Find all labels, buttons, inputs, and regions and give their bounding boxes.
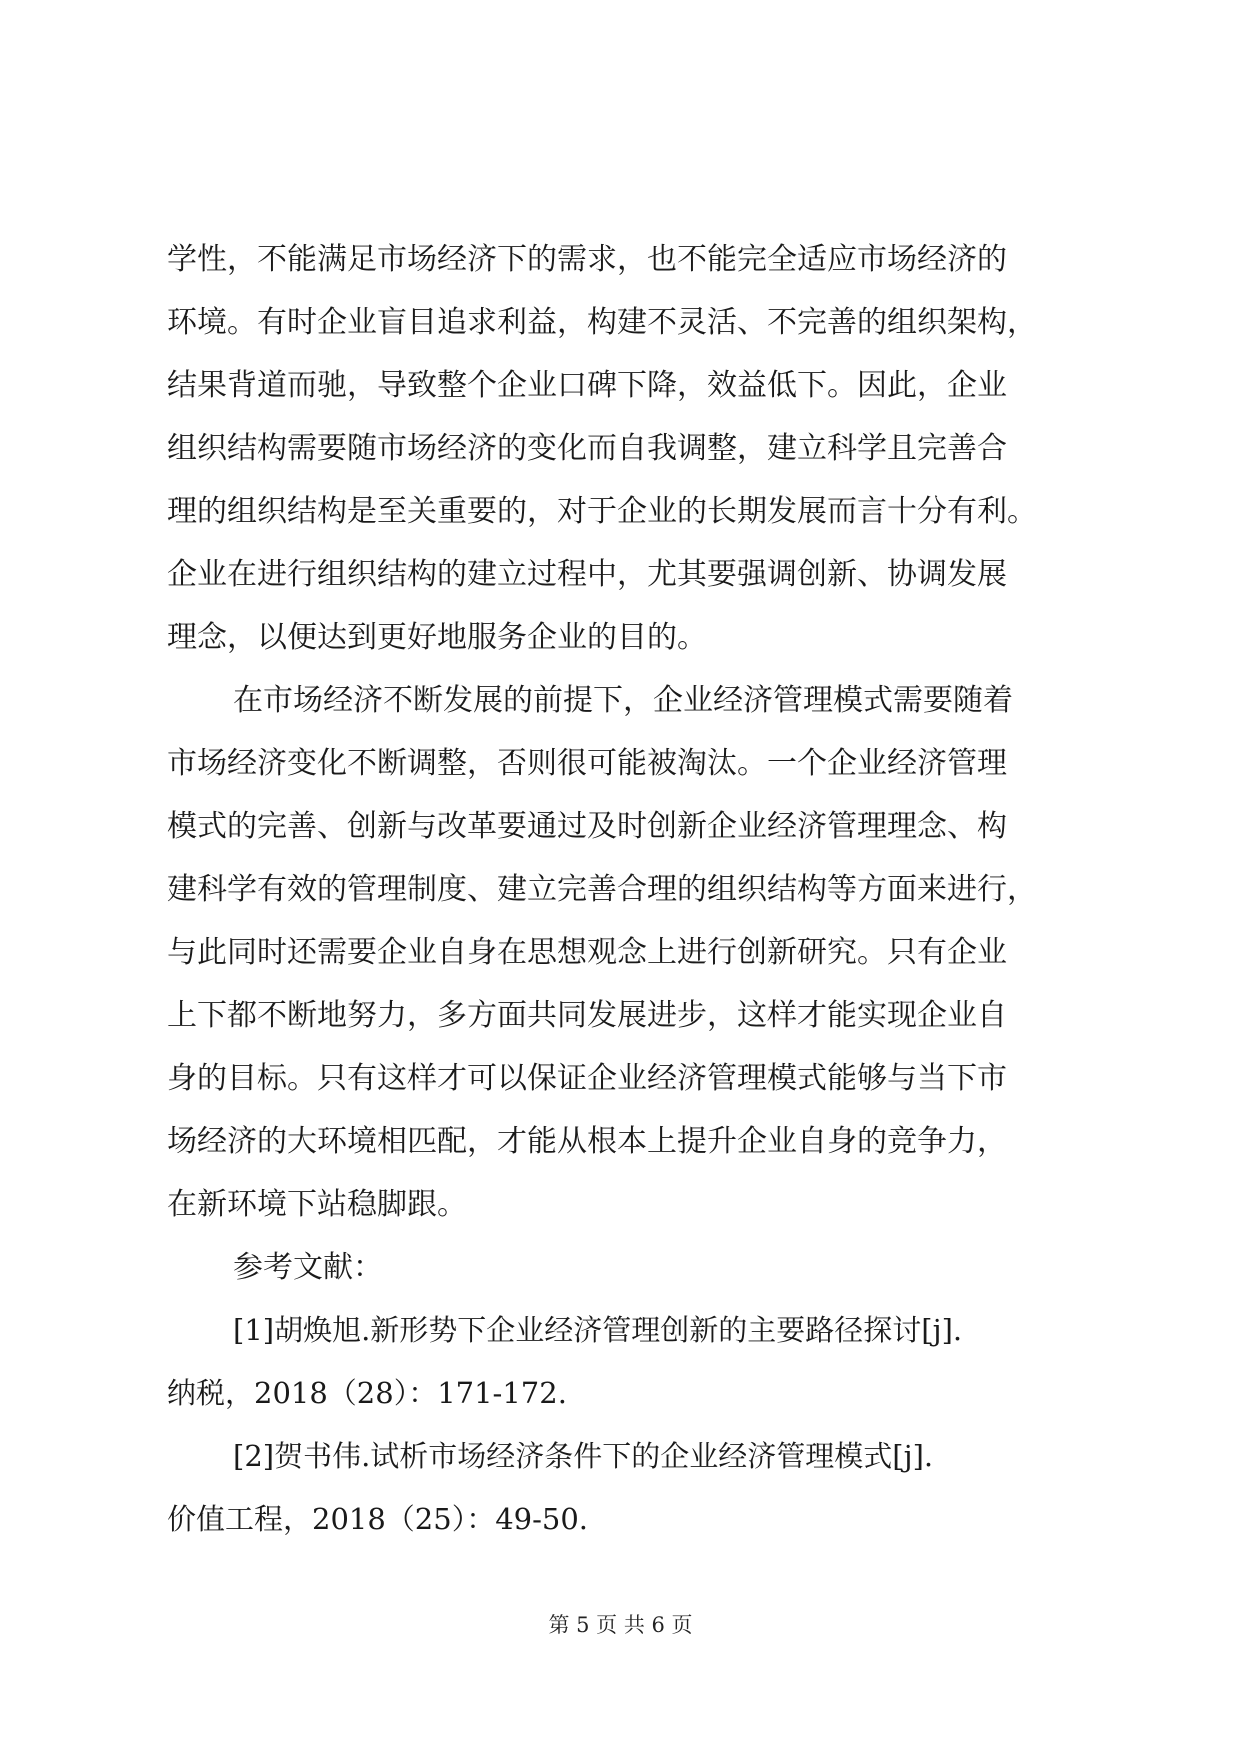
reference-line: 价值工程，2018（25）：49-50. bbox=[167, 1502, 589, 1536]
paragraph-2 bbox=[167, 669, 1077, 1236]
reference-line: 纳税，2018（28）：171-172. bbox=[167, 1376, 567, 1410]
text-line: 环境。有时企业盲目追求利益，构建不灵活、不完善的组织架构， bbox=[167, 305, 1037, 340]
text-line: 上下都不断地努力，多方面共同发展进步，这样才能实现企业自 bbox=[167, 998, 1007, 1033]
text-line: 在新环境下站稳脚跟。 bbox=[167, 1187, 467, 1222]
reference-item bbox=[167, 1425, 1077, 1551]
text-line: 与此同时还需要企业自身在思想观念上进行创新研究。只有企业 bbox=[167, 935, 1007, 970]
text-line: 学性，不能满足市场经济下的需求，也不能完全适应市场经济的 bbox=[167, 242, 1007, 277]
paragraph-1 bbox=[167, 228, 1077, 669]
reference-line: [1]胡焕旭.新形势下企业经济管理创新的主要路径探讨[j]. bbox=[233, 1313, 963, 1347]
text-line: 结果背道而驰，导致整个企业口碑下降，效益低下。因此，企业 bbox=[167, 368, 1007, 403]
text-line: 场经济的大环境相匹配，才能从根本上提升企业自身的竞争力， bbox=[167, 1124, 1007, 1159]
references-list bbox=[167, 1299, 1077, 1551]
text-line: 理的组织结构是至关重要的，对于企业的长期发展而言十分有利。 bbox=[167, 494, 1037, 529]
text-line: 理念，以便达到更好地服务企业的目的。 bbox=[167, 620, 707, 655]
text-line: 在市场经济不断发展的前提下，企业经济管理模式需要随着 bbox=[233, 683, 1013, 718]
text-line: 建科学有效的管理制度、建立完善合理的组织结构等方面来进行， bbox=[167, 872, 1037, 907]
text-line: 模式的完善、创新与改革要通过及时创新企业经济管理理念、构 bbox=[167, 809, 1007, 844]
text-line: 市场经济变化不断调整，否则很可能被淘汰。一个企业经济管理 bbox=[167, 746, 1007, 781]
text-line: 身的目标。只有这样才可以保证企业经济管理模式能够与当下市 bbox=[167, 1061, 1007, 1096]
document-body bbox=[167, 228, 1077, 1551]
text-line: 组织结构需要随市场经济的变化而自我调整，建立科学且完善合 bbox=[167, 431, 1007, 466]
reference-item bbox=[167, 1299, 1077, 1425]
page-number-footer: 第 5 页 共 6 页 bbox=[548, 1613, 693, 1637]
reference-line: [2]贺书伟.试析市场经济条件下的企业经济管理模式[j]. bbox=[233, 1439, 934, 1473]
text-line: 企业在进行组织结构的建立过程中，尤其要强调创新、协调发展 bbox=[167, 557, 1007, 592]
references-heading: 参考文献： bbox=[233, 1250, 383, 1285]
